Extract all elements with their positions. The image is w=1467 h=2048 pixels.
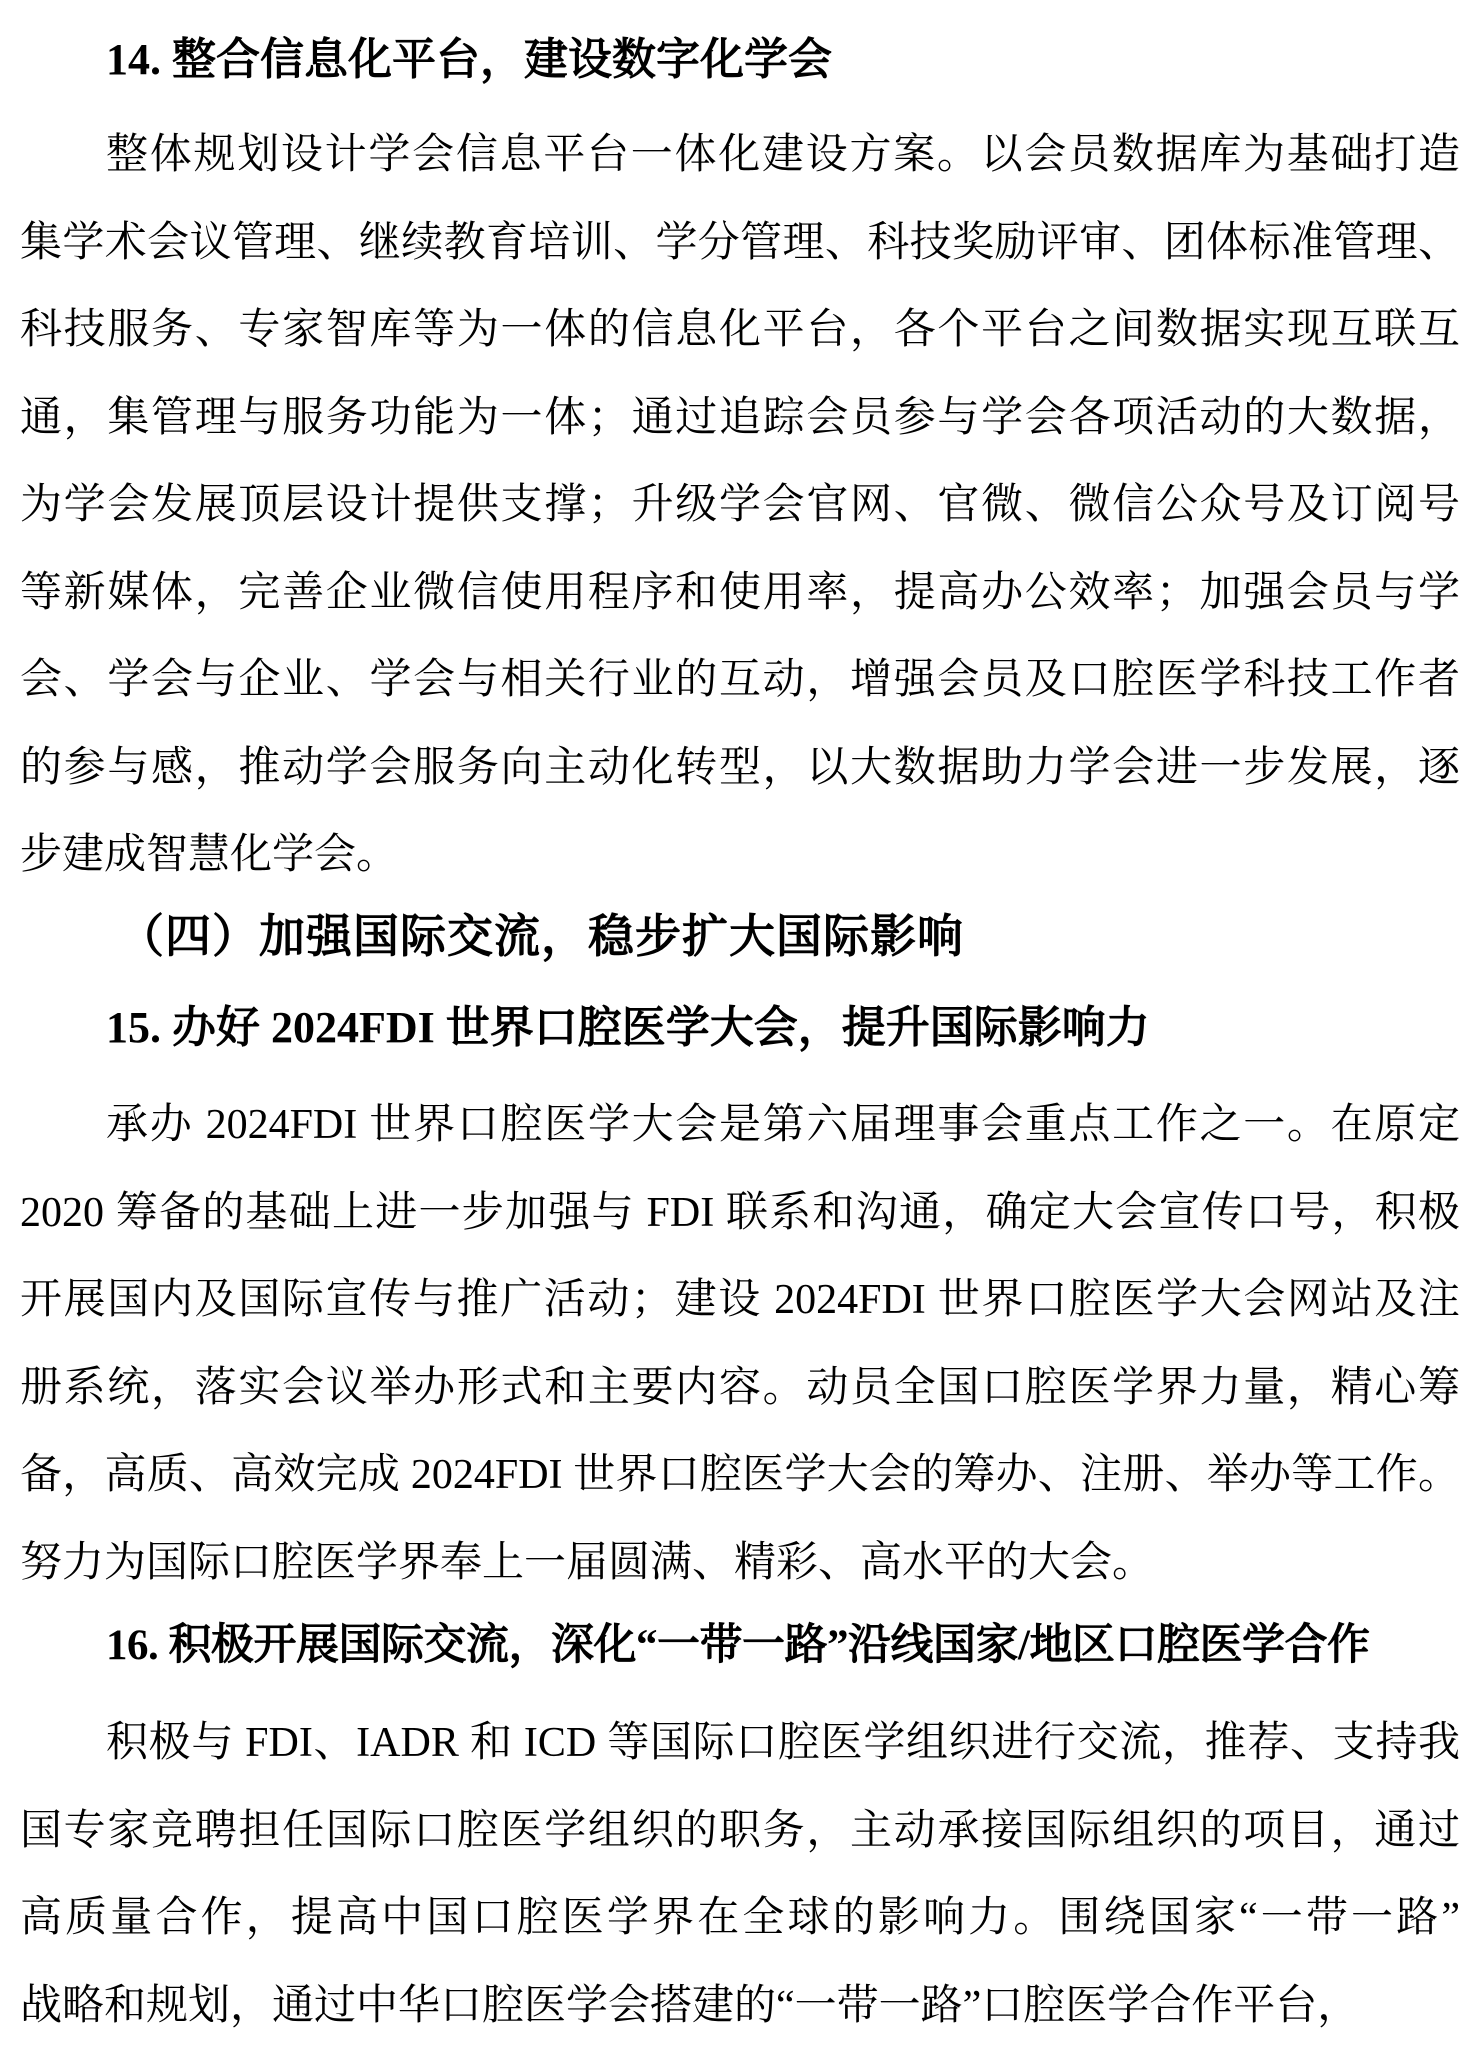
text-line: 2020 筹备的基础上进一步加强与 FDI 联系和沟通，确定大会宣传口号，积极 [20,1189,1460,1236]
text-line: 备，高质、高效完成 2024FDI 世界口腔医学大会的筹办、注册、举办等工作。 [20,1452,1460,1498]
text-line: 开展国内及国际宣传与推广活动；建设 2024FDI 世界口腔医学大会网站及注 [20,1277,1460,1323]
text-line: 集学术会议管理、继续教育培训、学分管理、科技奖励评审、团体标准管理、 [20,219,1460,266]
text-line: 为学会发展顶层设计提供支撑；升级学会官网、官微、微信公众号及订阅号 [20,482,1460,528]
paragraph-section-15 [20,1082,1460,1607]
section-heading-part-4: （四）加强国际交流，稳步扩大国际影响 [118,910,964,962]
text-line: 册系统，落实会议举办形式和主要内容。动员全国口腔医学界力量，精心筹 [20,1364,1460,1411]
section-heading-14: 14. 整合信息化平台，建设数字化学会 [106,35,832,84]
text-line: 步建成智慧化学会。 [20,832,399,878]
text-line: 等新媒体，完善企业微信使用程序和使用率，提高办公效率；加强会员与学 [20,569,1460,616]
text-line: 科技服务、专家智库等为一体的信息化平台，各个平台之间数据实现互联互 [20,307,1460,353]
text-line: 承办 2024FDI 世界口腔医学大会是第六届理事会重点工作之一。在原定 [106,1102,1460,1148]
section-heading-15: 15. 办好 2024FDI 世界口腔医学大会，提升国际影响力 [106,1003,1150,1052]
section-heading-16: 16. 积极开展国际交流，深化“一带一路”沿线国家/地区口腔医学合作 [106,1622,1370,1669]
text-line: 战略和规划，通过中华口腔医学会搭建的“一带一路”口腔医学合作平台， [20,1982,1360,2029]
text-line: 的参与感，推动学会服务向主动化转型，以大数据助力学会进一步发展，逐 [20,744,1460,791]
text-line: 高质量合作，提高中国口腔医学界在全球的影响力。围绕国家“一带一路” [20,1895,1460,1941]
paragraph-section-16 [20,1700,1460,2048]
paragraph-section-14 [20,112,1460,900]
text-line: 会、学会与企业、学会与相关行业的互动，增强会员及口腔医学科技工作者 [20,657,1460,703]
text-line: 整体规划设计学会信息平台一体化建设方案。以会员数据库为基础打造 [106,132,1460,178]
text-line: 积极与 FDI、IADR 和 ICD 等国际口腔医学组织进行交流，推荐、支持我 [106,1720,1460,1766]
text-line: 通，集管理与服务功能为一体；通过追踪会员参与学会各项活动的大数据， [20,394,1460,441]
text-line: 国专家竞聘担任国际口腔医学组织的职务，主动承接国际组织的项目，通过 [20,1807,1460,1854]
text-line: 努力为国际口腔医学界奉上一届圆满、精彩、高水平的大会。 [20,1539,1155,1586]
